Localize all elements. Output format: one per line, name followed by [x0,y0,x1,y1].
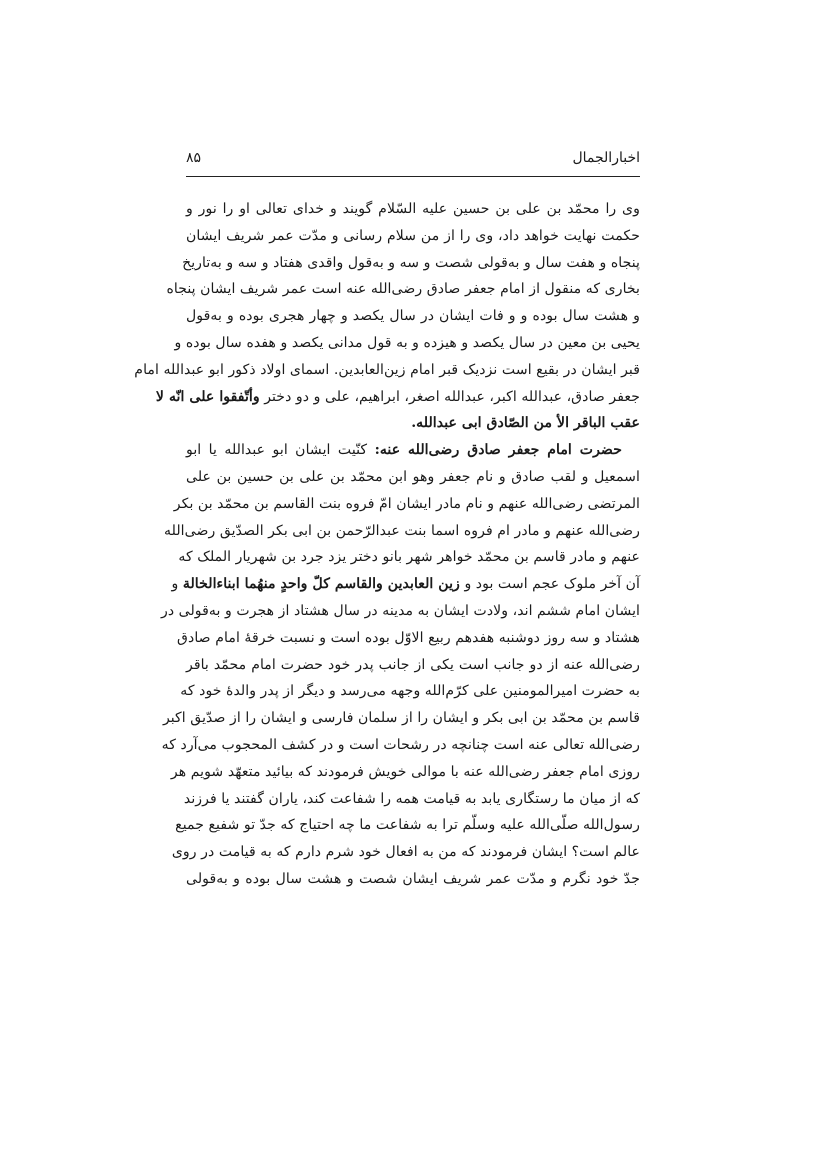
page-body [134,196,640,893]
section-heading: حضرت امام جعفر صادق رضی‌الله عنه: [374,442,622,459]
text-run: جعفر صادق، عبدالله اکبر، عبدالله اصغر، ابراهیم، علی و دو دختر [264,388,640,405]
text-run: کنّیت ایشان ابو عبدالله یا ابو [186,442,375,459]
text-line: المرتضی رضی‌الله عنهم و نام مادر ایشان امّ فروه بنت القاسم بن محمّد بن بکر [173,495,640,512]
running-header [186,150,640,172]
text-line: که از میان ما رستگاری یابد به قیامت همه را شفاعت کند، یاران گفتند یا فرزند [183,790,640,807]
book-title: اخبارالجمال [572,150,640,166]
text-line: و هشت سال بوده و و فات ایشان در سال یکصد و چهار هجری بوده و به‌قول [186,308,640,325]
text-line: ایشان امام ششم اند، ولادت ایشان به مدینه در سال هشتاد از هجرت و به‌قولی در [160,602,640,619]
text-line: به حضرت امیرالمومنین علی کرّم‌الله وجهه می‌رسد و دیگر از پدر والدهٔ خود که [180,683,640,700]
bold-phrase: وأتّفقوا علی انّه لا [155,388,260,405]
bold-phrase: عقب الباقر الأ من الصّادق ابی عبدالله. [411,415,640,432]
header-divider [186,176,640,177]
text-line: رضی‌الله عنهم و مادر ام فروه اسما بنت عبدالرّحمن بن ابی بکر الصدّیق رضی‌الله [164,522,640,539]
bold-phrase: زین العابدین والقاسم کلّ واحدٍ منهُما ابناءالخالة [182,576,460,593]
text-line: جدّ خود نگرم و مدّت عمر شریف ایشان شصت و هشت سال بوده و به‌قولی [186,870,640,887]
text-line: قاسم بن محمّد بن ابی بکر و ایشان را از سلمان فارسی و ایشان را از صدّیق اکبر [162,710,640,727]
text-line: یحیی بن معین در سال یکصد و هیزده و به قول مدانی یکصد و هفده سال بوده و [174,334,640,351]
text-line [186,410,640,437]
text-line: وی را محمّد بن علی بن حسین علیه السّلام گویند و خدای تعالی او را نور و [186,201,640,217]
text-line: رسول‌الله صلّی‌الله علیه وسلّم ترا به شفاعت ما چه احتیاج که جدّ تو شفیع جمیع [175,817,640,834]
text-line [186,437,640,464]
text-line: رضی‌الله تعالی عنه است چنانچه در رشحات است و در کشف المحجوب می‌آرد که [161,736,640,753]
paragraph-2 [160,437,640,893]
text-line: بخاری که منقول از امام جعفر صادق رضی‌الله عنه است عمر شریف ایشان پنجاه [166,281,640,298]
text-line: روزی امام جعفر رضی‌الله عنه با موالی خویش فرمودند که بیائید متعهّد شویم هر [170,763,640,780]
text-line [171,571,640,598]
text-line: پنجاه و هفت سال و به‌قولی شصت و سه و به‌قول واقدی هفتاد و سه و به‌تاریخ [182,254,640,271]
text-line: اسمعیل و لقب صادق و نام جعفر وهو ابن محمّد بن علی بن حسین بن علی [186,468,640,485]
text-line: عالم است؟ ایشان فرمودند که من به افعال خود شرم دارم که به قیامت در روی [171,844,640,861]
text-line: حکمت نهایت خواهد داد، وی را از من سلام رسانی و مدّت عمر شریف ایشان [186,227,640,244]
text-run: آن آخر ملوک عجم است بود و [464,576,640,593]
text-line [155,384,640,411]
text-line: عنهم و مادر قاسم بن محمّد خواهر شهر بانو دختر یزد جرد بن شهریار الملک که [178,549,640,566]
text-line: رضی‌الله عنه از دو جانب است یکی از جانب پدر خود حضرت امام محمّد باقر [186,656,640,673]
page-number: ۸۵ [186,150,202,166]
text-run: و [171,576,183,593]
paragraph-1 [134,196,640,437]
text-line: هشتاد و سه روز دوشنبه هفدهم ربیع الاوّل بوده است و نسبت خرقهٔ امام صادق [177,629,640,646]
text-line: قبر ایشان در بقیع است نزدیک قبر امام زین‌العابدین. اسمای اولاد ذکور ابو عبدالله امام [134,361,640,378]
